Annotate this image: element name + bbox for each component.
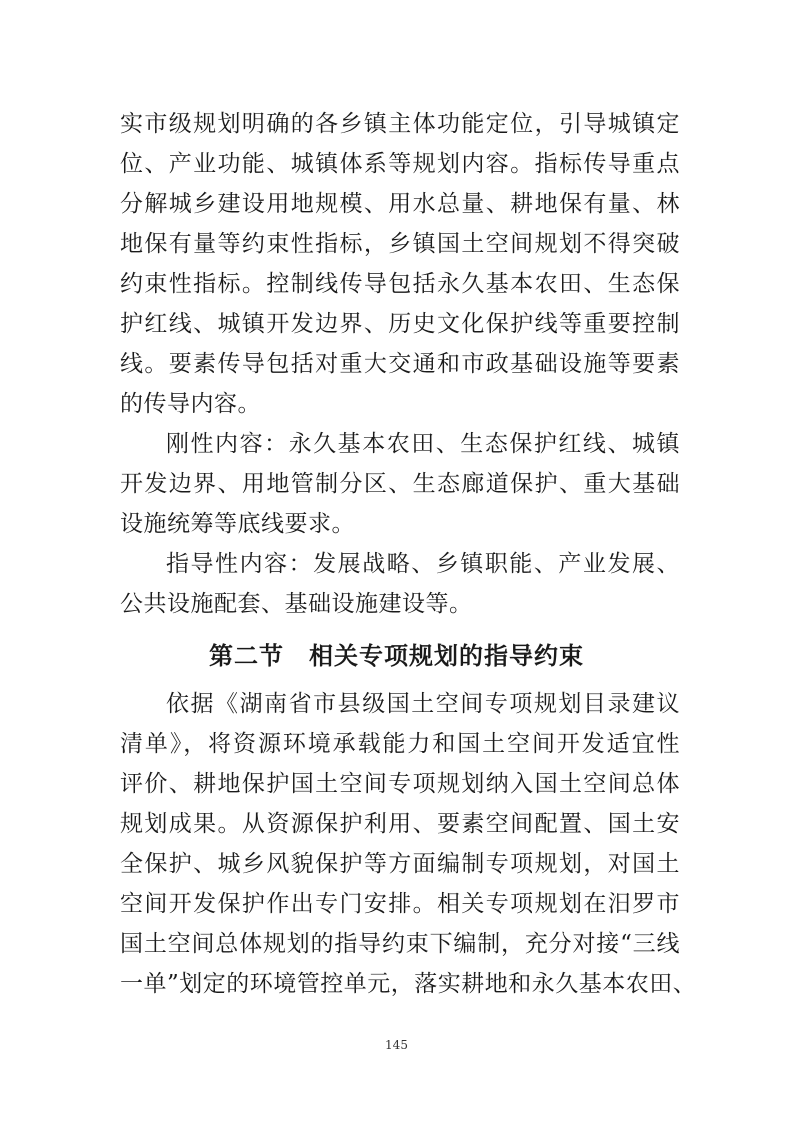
- paragraph-1-line: 的传导内容。: [120, 391, 261, 417]
- paragraph-1-line: 地保有量等约束性指标，乡镇国土空间规划不得突破: [120, 231, 680, 257]
- section-paragraph-line: 依据《湖南省市县级国土空间专项规划目录建议: [166, 691, 680, 717]
- section-paragraph-line: 国土空间总体规划的指导约束下编制，充分对接“三线: [120, 931, 680, 957]
- section-paragraph-line: 评价、耕地保护国土空间专项规划纳入国土空间总体: [120, 771, 680, 797]
- paragraph-2-line: 开发边界、用地管制分区、生态廊道保护、重大基础: [120, 471, 680, 497]
- page-number: 145: [385, 1038, 408, 1052]
- paragraph-1-line: 位、产业功能、城镇体系等规划内容。指标传导重点: [120, 151, 680, 177]
- section-paragraph-line: 清单》，将资源环境承载能力和国土空间开发适宜性: [120, 731, 680, 757]
- paragraph-3-line: 公共设施配套、基础设施建设等。: [120, 591, 473, 617]
- section-paragraph-line: 一单”划定的环境管控单元，落实耕地和永久基本农田、: [120, 971, 697, 997]
- paragraph-1-line: 分解城乡建设用地规模、用水总量、耕地保有量、林: [120, 191, 680, 217]
- section-paragraph-line: 全保护、城乡风貌保护等方面编制专项规划，对国土: [120, 851, 680, 877]
- paragraph-1-line: 线。要素传导包括对重大交通和市政基础设施等要素: [120, 351, 680, 377]
- paragraph-1-line: 护红线、城镇开发边界、历史文化保护线等重要控制: [120, 311, 680, 337]
- paragraph-2-line: 设施统筹等底线要求。: [120, 511, 355, 537]
- section-paragraph-line: 空间开发保护作出专门安排。相关专项规划在汨罗市: [120, 891, 680, 917]
- section-paragraph-line: 规划成果。从资源保护利用、要素空间配置、国土安: [120, 811, 680, 837]
- paragraph-3-line: 指导性内容：发展战略、乡镇职能、产业发展、: [166, 551, 680, 577]
- paragraph-1-line: 约束性指标。控制线传导包括永久基本农田、生态保: [120, 271, 680, 297]
- paragraph-2-line: 刚性内容：永久基本农田、生态保护红线、城镇: [166, 431, 680, 457]
- paragraph-1-line: 实市级规划明确的各乡镇主体功能定位，引导城镇定: [120, 111, 680, 137]
- section-heading: 第二节 相关专项规划的指导约束: [209, 642, 584, 670]
